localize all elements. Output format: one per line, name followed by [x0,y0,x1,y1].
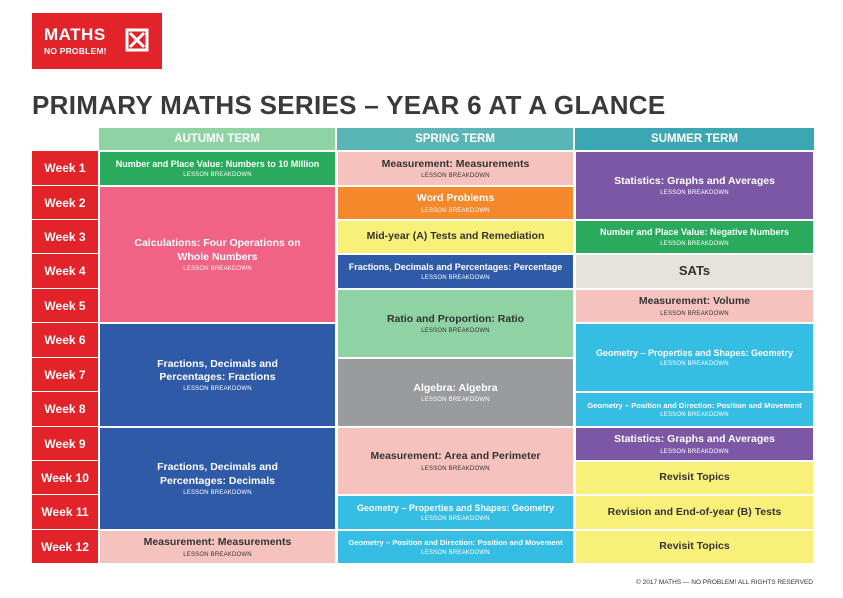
lesson-block[interactable] [337,358,574,427]
lesson-block[interactable] [337,186,574,220]
header-summer: SUMMER TERM [575,128,814,150]
header-spring: SPRING TERM [337,128,573,150]
lesson-title: Number and Place Value: Numbers to 10 Million [115,158,320,169]
lesson-block[interactable] [99,427,336,530]
lesson-title: Word Problems [416,192,495,205]
week-label: Week 12 [32,530,98,564]
week-label: Week 3 [32,220,98,254]
lesson-title: Revisit Topics [659,540,730,553]
lesson-breakdown-link[interactable]: LESSON BREAKDOWN [183,172,252,179]
lesson-title: Measurement: Measurements [143,536,292,549]
lesson-block[interactable] [337,254,574,289]
lesson-breakdown-link[interactable]: LESSON BREAKDOWN [660,412,729,419]
lesson-block[interactable] [575,151,814,220]
lesson-title: Mid-year (A) Tests and Remediation [366,230,545,243]
week-label: Week 9 [32,427,98,461]
lesson-breakdown-link[interactable]: LESSON BREAKDOWN [421,207,490,214]
lesson-title: Measurement: Area and Perimeter [370,450,541,463]
lesson-title: Fractions, Decimals and Percentages: Percentage [348,261,563,272]
lesson-title: Geometry – Position and Direction: Position and Movement [348,538,563,548]
lesson-block[interactable] [575,289,814,323]
lesson-breakdown-link[interactable]: LESSON BREAKDOWN [421,549,490,556]
week-label: Week 6 [32,323,98,358]
lesson-title: Statistics: Graphs and Averages [614,174,775,187]
lesson-title: Revision and End-of-year (B) Tests [607,505,782,518]
lesson-title: Statistics: Graphs and Averages [614,433,775,446]
header-autumn: AUTUMN TERM [99,128,335,150]
lesson-title: Geometry – Properties and Shapes: Geometry [595,347,794,358]
lesson-title: Geometry – Position and Direction: Position and Movement [587,400,802,410]
lesson-block[interactable] [575,392,814,427]
lesson-block[interactable] [337,289,574,358]
lesson-breakdown-link[interactable]: LESSON BREAKDOWN [183,265,252,272]
lesson-block[interactable] [99,323,336,427]
lesson-block[interactable] [337,495,574,530]
lesson-title: Fractions, Decimals and Percentages: Fractions [157,357,278,383]
lesson-breakdown-link[interactable]: LESSON BREAKDOWN [660,240,729,247]
copyright-footer: © 2017 MATHS — NO PROBLEM! ALL RIGHTS RESERVED [636,579,813,586]
lesson-breakdown-link[interactable]: LESSON BREAKDOWN [421,397,490,404]
lesson-block[interactable] [575,427,814,461]
lesson-breakdown-link[interactable]: LESSON BREAKDOWN [421,328,490,335]
logo [32,13,162,69]
lesson-breakdown-link[interactable]: LESSON BREAKDOWN [421,465,490,472]
week-label: Week 10 [32,461,98,495]
lesson-title: Revisit Topics [659,471,730,484]
lesson-title: Calculations: Four Operations on Whole Numbers [134,237,301,263]
lesson-block[interactable] [99,530,336,564]
lesson-breakdown-link[interactable]: LESSON BREAKDOWN [421,516,490,523]
lesson-title: Algebra: Algebra [413,381,498,394]
week-label: Week 2 [32,186,98,220]
logo-mark-icon [125,28,149,52]
week-label: Week 1 [32,151,98,186]
lesson-title: SATs [678,263,711,279]
week-label: Week 11 [32,495,98,530]
lesson-breakdown-link[interactable]: LESSON BREAKDOWN [183,386,252,393]
lesson-title: Ratio and Proportion: Ratio [386,312,525,325]
lesson-title: Fractions, Decimals and Percentages: Decimals [157,461,278,487]
lesson-block[interactable] [575,254,814,289]
logo-subtext: NO PROBLEM! [44,46,107,56]
page-title: PRIMARY MATHS SERIES – YEAR 6 AT A GLANCE [32,90,666,120]
lesson-block[interactable] [575,530,814,564]
week-label: Week 7 [32,358,98,392]
lesson-block[interactable] [337,220,574,254]
week-label: Week 5 [32,289,98,323]
lesson-breakdown-link[interactable]: LESSON BREAKDOWN [421,173,490,180]
lesson-breakdown-link[interactable]: LESSON BREAKDOWN [660,361,729,368]
lesson-block[interactable] [337,151,574,186]
lesson-title: Measurement: Measurements [381,157,530,170]
lesson-block[interactable] [575,220,814,254]
lesson-block[interactable] [575,495,814,530]
lesson-breakdown-link[interactable]: LESSON BREAKDOWN [660,310,729,317]
lesson-breakdown-link[interactable]: LESSON BREAKDOWN [183,551,252,558]
lesson-title: Measurement: Volume [638,295,751,308]
week-label: Week 8 [32,392,98,427]
lesson-breakdown-link[interactable]: LESSON BREAKDOWN [421,275,490,282]
lesson-block[interactable] [575,461,814,495]
lesson-breakdown-link[interactable]: LESSON BREAKDOWN [660,448,729,455]
lesson-breakdown-link[interactable]: LESSON BREAKDOWN [660,190,729,197]
logo-text: MATHS [44,25,106,44]
lesson-title: Geometry – Properties and Shapes: Geometry [356,502,555,513]
lesson-block[interactable] [337,427,574,495]
lesson-title: Number and Place Value: Negative Numbers [599,227,790,238]
lesson-block[interactable] [99,151,336,186]
lesson-breakdown-link[interactable]: LESSON BREAKDOWN [183,489,252,496]
lesson-block[interactable] [99,186,336,323]
week-label: Week 4 [32,254,98,289]
lesson-block[interactable] [337,530,574,564]
lesson-block[interactable] [575,323,814,392]
